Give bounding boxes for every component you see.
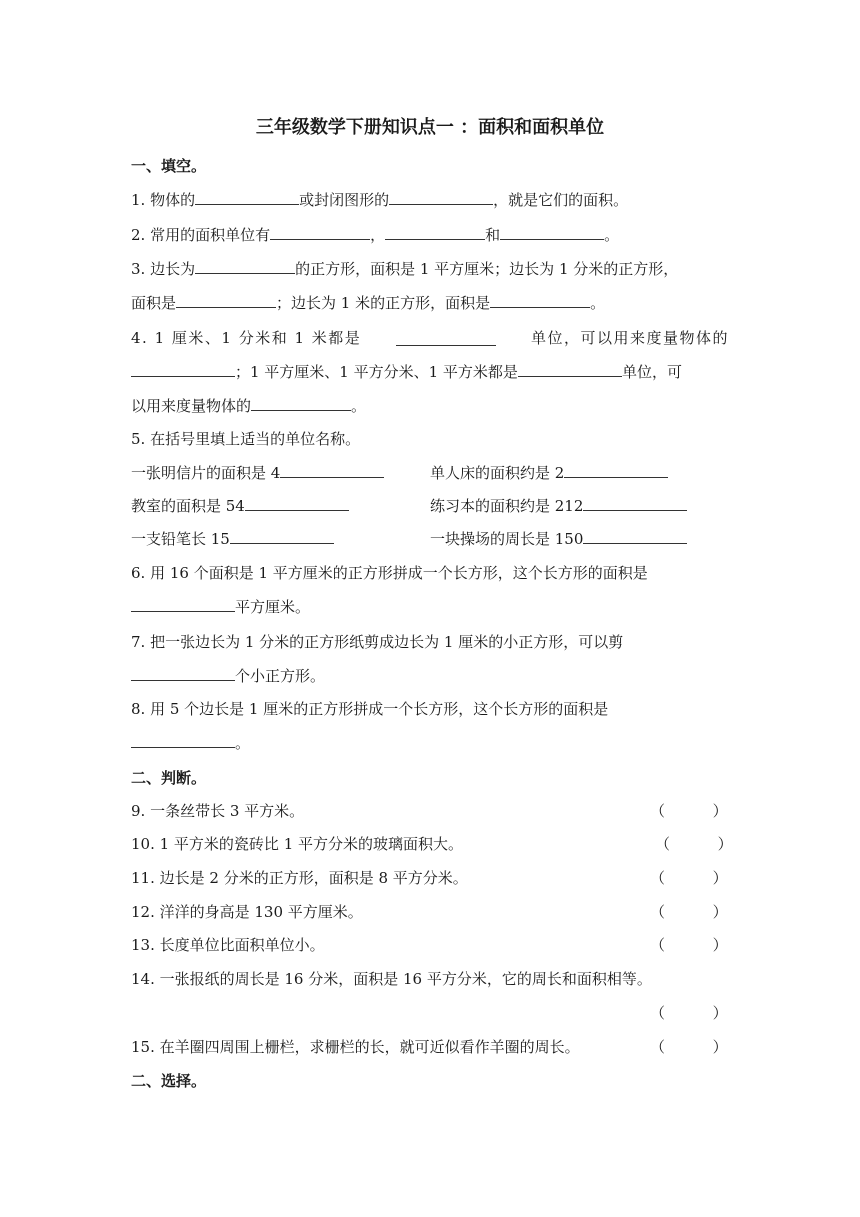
judge-item: 11. 边长是 2 分米的正方形，面积是 8 平方分米。 bbox=[131, 869, 468, 887]
blank[interactable] bbox=[131, 597, 235, 612]
answer-parentheses[interactable]: （ ） bbox=[650, 936, 728, 954]
question-4-line-2: ；1 平方厘米、1 平方分米、1 平方米都是 单位，可 bbox=[131, 362, 682, 382]
answer-parentheses[interactable]: （ ） bbox=[650, 802, 728, 820]
blank[interactable] bbox=[385, 225, 485, 240]
blank[interactable] bbox=[500, 225, 604, 240]
blank[interactable] bbox=[280, 463, 384, 478]
judge-item: 13. 长度单位比面积单位小。 bbox=[131, 936, 325, 954]
judge-item: 12. 洋洋的身高是 130 平方厘米。 bbox=[131, 903, 363, 921]
section-choose-heading: 二、选择。 bbox=[131, 1072, 207, 1090]
blank[interactable] bbox=[396, 331, 496, 346]
q5-item: 教室的面积是 54 bbox=[131, 496, 349, 516]
blank[interactable] bbox=[490, 293, 590, 308]
q5-item: 一支铅笔长 15 bbox=[131, 529, 334, 549]
blank[interactable] bbox=[251, 396, 351, 411]
question-3-line-2: 面积是 ；边长为 1 米的正方形，面积是 。 bbox=[131, 294, 606, 312]
blank[interactable] bbox=[245, 496, 349, 511]
question-4-line-3: 以用来度量物体的 。 bbox=[131, 397, 367, 415]
blank[interactable] bbox=[131, 362, 235, 377]
q5-item: 单人床的面积约是 2 bbox=[430, 463, 668, 483]
answer-parentheses[interactable]: （ ） bbox=[650, 1004, 728, 1022]
question-7-line-1: 7. 把一张边长为 1 分米的正方形纸剪成边长为 1 厘米的小正方形，可以剪 bbox=[131, 633, 624, 651]
blank[interactable] bbox=[518, 362, 622, 377]
q5-item: 一张明信片的面积是 4 bbox=[131, 463, 384, 483]
judge-item: 14. 一张报纸的周长是 16 分米，面积是 16 平方分米，它的周长和面积相等。 bbox=[131, 970, 652, 988]
judge-item: 10. 1 平方米的瓷砖比 1 平方分米的玻璃面积大。 bbox=[131, 835, 464, 853]
blank[interactable] bbox=[583, 529, 687, 544]
blank[interactable] bbox=[230, 529, 334, 544]
question-4-line-1: 4. 1 厘米、1 分米和 1 米都是 单位，可以用来度量物体的 bbox=[131, 329, 729, 347]
q5-item: 练习本的面积约是 212 bbox=[430, 496, 687, 516]
section-judge-heading: 二、判断。 bbox=[131, 769, 207, 787]
blank[interactable] bbox=[131, 733, 235, 748]
question-6-line-2: 平方厘米。 bbox=[131, 597, 310, 617]
blank[interactable] bbox=[176, 293, 276, 308]
answer-parentheses[interactable]: （ ） bbox=[655, 835, 733, 853]
question-1: 1. 物体的 或封闭图形的 ，就是它们的面积。 bbox=[131, 191, 629, 209]
answer-parentheses[interactable]: （ ） bbox=[650, 1038, 728, 1056]
question-2: 2. 常用的面积单位有 ， 和 。 bbox=[131, 226, 620, 244]
question-8-line-1: 8. 用 5 个边长是 1 厘米的正方形拼成一个长方形，这个长方形的面积是 bbox=[131, 700, 609, 718]
judge-item: 9. 一条丝带长 3 平方米。 bbox=[131, 802, 305, 820]
blank[interactable] bbox=[131, 666, 235, 681]
answer-parentheses[interactable]: （ ） bbox=[650, 869, 728, 887]
section-fill-heading: 一、填空。 bbox=[131, 157, 207, 175]
blank[interactable] bbox=[195, 190, 299, 205]
blank[interactable] bbox=[270, 225, 370, 240]
blank[interactable] bbox=[389, 190, 493, 205]
question-6-line-1: 6. 用 16 个面积是 1 平方厘米的正方形拼成一个长方形，这个长方形的面积是 bbox=[131, 564, 648, 582]
question-5: 5. 在括号里填上适当的单位名称。 bbox=[131, 430, 361, 448]
blank[interactable] bbox=[195, 259, 295, 274]
question-7-line-2: 个小正方形。 bbox=[131, 666, 325, 686]
page-title: 三年级数学下册知识点一 ：面积和面积单位 bbox=[255, 117, 605, 138]
judge-item: 15. 在羊圈四周围上栅栏，求栅栏的长，就可近似看作羊圈的周长。 bbox=[131, 1038, 580, 1056]
question-8-line-2: 。 bbox=[131, 733, 250, 753]
blank[interactable] bbox=[564, 463, 668, 478]
blank[interactable] bbox=[583, 496, 687, 511]
question-3-line-1: 3. 边长为 的正方形，面积是 1 平方厘米；边长为 1 分米的正方形， bbox=[131, 260, 679, 278]
answer-parentheses[interactable]: （ ） bbox=[650, 903, 728, 921]
q5-item: 一块操场的周长是 150 bbox=[430, 529, 687, 549]
